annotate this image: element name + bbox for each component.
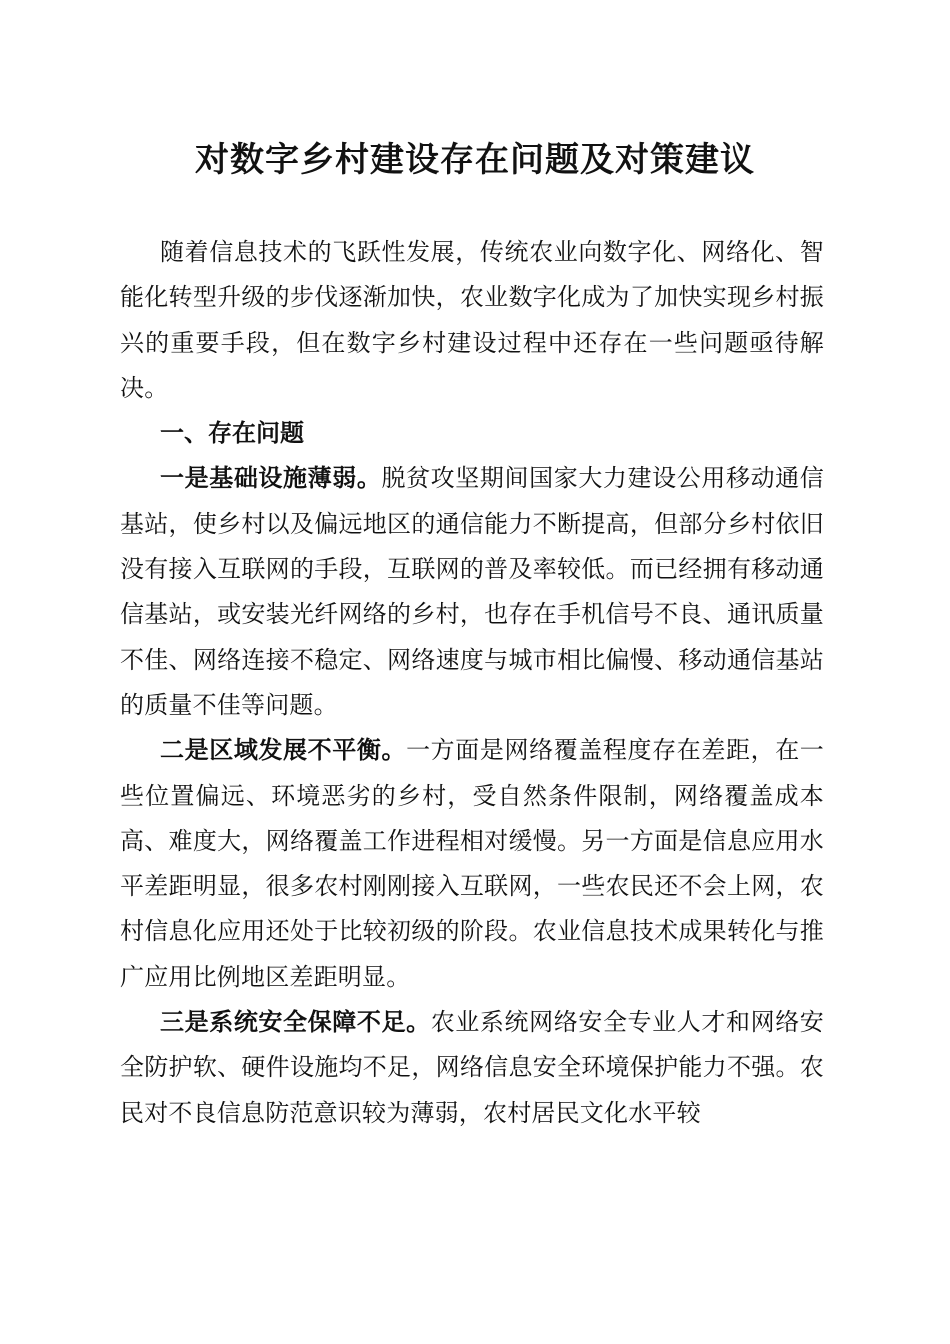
problem-text-regional: 一方面是网络覆盖程度存在差距，在一些位置偏远、环境恶劣的乡村，受自然条件限制，网络覆盖成本高、难度大，网络覆盖工作进程相对缓慢。另一方面是信息应用水平差距明显，很多农村刚刚接入互联网，一些农民还不会上网，农村信息化应用还处于比较初级的阶段。农业信息技术成果转化与推广应用比例地区差距明显。	[120, 736, 824, 991]
document-body	[120, 230, 824, 1136]
problem-lead-infrastructure: 一是基础设施薄弱。	[160, 464, 382, 493]
section-heading-problems: 一、存在问题	[160, 419, 304, 448]
problem-text-security: 农业系统网络安全专业人才和网络安全防护软、硬件设施均不足，网络信息安全环境保护能力不强。农民对不良信息防范意识较为薄弱，农村居民文化水平较	[120, 1008, 824, 1127]
problem-paragraph-infrastructure	[120, 456, 824, 728]
problem-paragraph-security	[120, 1000, 824, 1136]
problem-paragraph-regional	[120, 728, 824, 1000]
intro-paragraph: 随着信息技术的飞跃性发展，传统农业向数字化、网络化、智能化转型升级的步伐逐渐加快，农业数字化成为了加快实现乡村振兴的重要手段，但在数字乡村建设过程中还存在一些问题亟待解决。	[120, 238, 824, 402]
problem-text-infrastructure: 脱贫攻坚期间国家大力建设公用移动通信基站，使乡村以及偏远地区的通信能力不断提高，但部分乡村依旧没有接入互联网的手段，互联网的普及率较低。而已经拥有移动通信基站，或安装光纤网络的乡村，也存在手机信号不良、通讯质量不佳、网络连接不稳定、网络速度与城市相比偏慢、移动通信基站的质量不佳等问题。	[120, 464, 824, 719]
problem-lead-regional: 二是区域发展不平衡。	[160, 736, 407, 765]
problem-lead-security: 三是系统安全保障不足。	[160, 1008, 431, 1037]
document-title: 对数字乡村建设存在问题及对策建议	[195, 140, 755, 180]
